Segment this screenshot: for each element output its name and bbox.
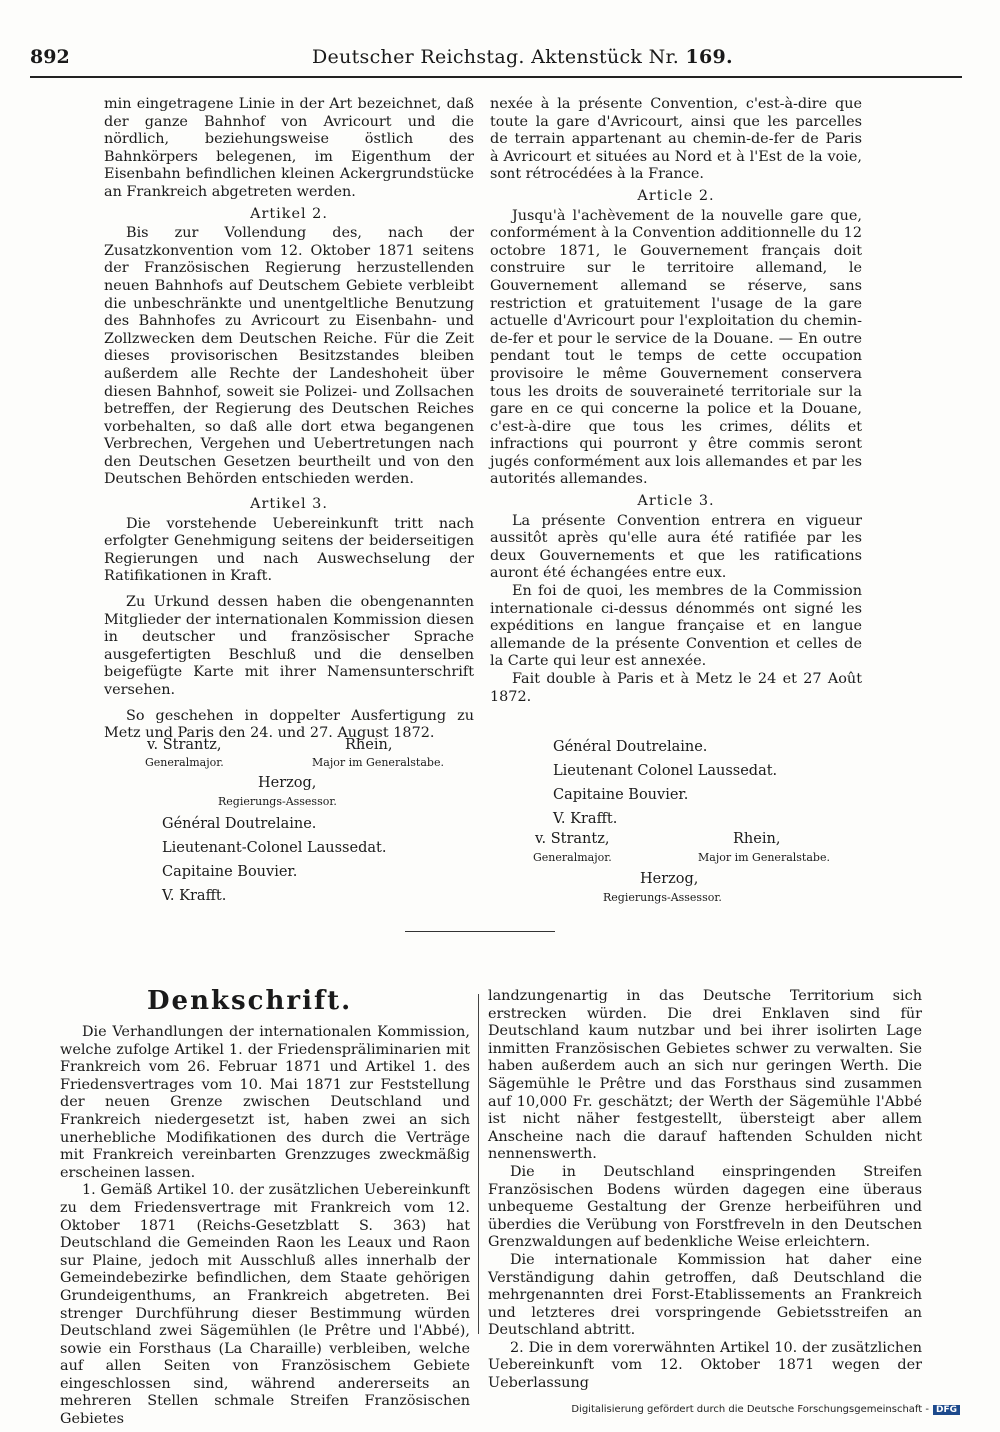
german-paragraph-1: min eingetragene Linie in der Art bezeichnet, daß der ganze Bahnhof von Avricourt und die nördlich, beziehungsweise östlich des Bahnkörpers belegenen, im Eigenthum der Eisenbahn befindlichen kleinen Ackergrundstücke an Frankreich abgetreten werden. (104, 96, 474, 200)
sig-left-strantz: v. Strantz, (147, 737, 222, 753)
french-article-2-text: Jusqu'à l'achèvement de la nouvelle gare que, conformément à la Convention additionnelle du 12 octobre 1871, le Gouvernement français doit construire sur le territoire allemand, le Gouvernement allemand se réserve, sans restriction et gratuitement l'usage de la gare actuelle d'Avricourt pour l'exploitation du chemin-de-fer et pour le service de la Douane. — En outre pendant tout le temps de cette occupation provisoire le même Gouvernement conservera tous les droits de souveraineté territoriale sur la gare en ce qui concerne la police et la Douane, c'est-à-dire que tous les crimes, délits et infractions qui pourront y être commis seront jugés conformément aux lois allemandes et par les autorités allemandes. (490, 207, 862, 488)
sig-right-french-2: Lieutenant Colonel Laussedat. (553, 763, 778, 779)
digitization-footer (571, 1404, 960, 1415)
sig-left-herzog: Herzog, (258, 775, 317, 791)
german-column-article-3 (104, 492, 474, 743)
sig-left-strantz-rank: Generalmajor. (145, 756, 224, 769)
denkschrift-right-paragraph-3: Die internationale Kommission hat daher eine Verständigung dahin getroffen, daß Deutschland die mehrgenannten drei Forst-Etablissements an Frankreich und letzteres drei vorspringende Gebietsstreifen an Deutschland abtritt. (488, 1251, 922, 1339)
sig-left-rhein: Rhein, (345, 737, 393, 753)
french-foi-paragraph: En foi de quoi, les membres de la Commission internationale ci-dessus dénommés ont signé les expéditions en langue française et en langue allemande de la présente Convention et celles de la Carte qui leur est annexée. (490, 583, 862, 670)
sig-right-strantz-rank: Generalmajor. (533, 851, 612, 864)
german-column-top (104, 96, 474, 489)
denkschrift-title: Denkschrift. (147, 986, 353, 1016)
french-article-3-heading: Article 3. (637, 493, 715, 510)
denkschrift-right-paragraph-1: landzungenartig in das Deutsche Territorium sich erstrecken würden. Die drei Enklaven sind für Deutschland kaum nutzbar und bei ihrer isolirten Lage inmitten Französischen Gebietes schwer zu verwalten. Sie haben außerdem auch an sich nur geringen Werth. Die Sägemühle le Prêtre und das Forsthaus sind zusammen auf 10,000 Fr. geschätzt; der Werth der Sägemühle l'Abbé ist nicht näher festgestellt, übersteigt aber allem Anscheine nach die darauf haftenden Schulden nicht nennenswerth. (488, 988, 922, 1163)
french-article-2-heading: Article 2. (637, 187, 715, 204)
sig-right-rhein: Rhein, (733, 831, 781, 847)
denkschrift-left-paragraph-2: 1. Gemäß Artikel 10. der zusätzlichen Uebereinkunft zu dem Friedensvertrage mit Frankreich vom 12. Oktober 1871 (Reichs-Gesetzblatt S. 363) hat Deutschland die Gemeinden Raon les Leaux und Raon sur Plaine, jedoch mit Ausschluß alles innerhalb der Gemeindebezirke befindlichen, dem Staate gehörigen Grundeigenthums, an Frankreich abgetreten. Bei strenger Durchführung dieser Bestimmung würden Deutschland zwei Sägemühlen (le Prêtre und l'Abbé), sowie ein Forsthaus (La Charaille) verbleiben, welche auf allen Seiten von Französischem Gebiete eingeschlossen sind, während andererseits an mehreren Stellen schmale Streifen Französischen Gebietes (60, 1182, 470, 1428)
sig-right-rhein-rank: Major im Generalstabe. (698, 851, 830, 864)
sig-left-herzog-rank: Regierungs-Assessor. (218, 795, 337, 808)
page-number: 892 (30, 46, 70, 68)
french-fait-paragraph: Fait double à Paris et à Metz le 24 et 27 Août 1872. (490, 671, 862, 705)
sig-right-herzog: Herzog, (640, 871, 699, 887)
dfg-logo: DFG (933, 1405, 960, 1415)
running-title-text: Deutscher Reichstag. Aktenstück Nr. (312, 46, 680, 68)
document-number: 169. (685, 46, 733, 68)
sig-left-rhein-rank: Major im Generalstabe. (312, 756, 444, 769)
footer-text: Digitalisierung gefördert durch die Deutsche Forschungsgemeinschaft - (571, 1404, 929, 1415)
denkschrift-right-paragraph-2: Die in Deutschland einspringenden Streifen Französischen Bodens würden dagegen eine überaus unbequeme Gestaltung der Grenze herbeiführen und überdies die Verübung von Forstfreveln in den Deutschen Grenzwaldungen auf bedenkliche Weise erleichtern. (488, 1163, 922, 1251)
sig-right-french-4: V. Krafft. (553, 811, 618, 827)
running-title (312, 46, 733, 68)
denkschrift-left-column (60, 1024, 470, 1429)
denkschrift-right-column (488, 988, 922, 1393)
sig-left-french-1: Général Doutrelaine. (162, 816, 317, 832)
sig-right-strantz: v. Strantz, (535, 831, 610, 847)
french-column-top (490, 96, 862, 706)
german-urkund-paragraph: Zu Urkund dessen haben die obengenannten Mitglieder der internationalen Kommission diesen in deutscher und französischer Sprache ausgefertigten Beschluß und die denselben beigefügte Karte mit ihrer Namensunterschrift versehen. (104, 593, 474, 698)
sig-right-french-1: Général Doutrelaine. (553, 739, 708, 755)
french-paragraph-1: nexée à la présente Convention, c'est-à-dire que toute la gare d'Avricourt, ainsi que les parcelles de terrain appartenant au chemin-de-fer de Paris à Avricourt et situées au Nord et à l'Est de la voie, sont rétrocédées à la France. (490, 96, 862, 183)
sig-left-french-4: V. Krafft. (162, 888, 227, 904)
column-divider (478, 994, 479, 1334)
german-geschehen-paragraph: So geschehen in doppelter Ausfertigung zu Metz und Paris den 24. und 27. August 1872. (104, 707, 474, 742)
sig-right-french-3: Capitaine Bouvier. (553, 787, 689, 803)
german-article-2-heading: Artikel 2. (250, 205, 328, 222)
denkschrift-left-paragraph-1: Die Verhandlungen der internationalen Kommission, welche zufolge Artikel 1. der Friedenspräliminarien mit Frankreich vom 26. Februar 1871 und Artikel 1. des Friedensvertrages vom 10. Mai 1871 zur Feststellung der neuen Grenze zwischen Deutschland und Frankreich niedergesetzt ist, haben zwei an sich unerhebliche Modifikationen des durch die Verträge mit Frankreich vereinbarten Grenzzuges zweckmäßig erscheinen lassen. (60, 1024, 470, 1181)
sig-right-herzog-rank: Regierungs-Assessor. (603, 891, 722, 904)
denkschrift-right-paragraph-4: 2. Die in dem vorerwähnten Artikel 10. der zusätzlichen Uebereinkunft vom 12. Oktober 1871 wegen der Ueberlassung (488, 1339, 922, 1392)
header-rule (30, 76, 962, 78)
french-article-3-text: La présente Convention entrera en vigueur aussitôt après qu'elle aura été ratifiée par les deux Gouvernements et que les ratifications auront été échangées entre eux. (490, 512, 862, 582)
german-article-2-text: Bis zur Vollendung des, nach der Zusatzkonvention vom 12. Oktober 1871 seitens der Französischen Regierung herzustellenden neuen Bahnhofs auf Deutschem Gebiete verbleibt die unbeschränkte und unentgeltliche Benutzung des Bahnhofes zu Avricourt zu Eisenbahn- und Zollzwecken dem Deutschen Reiche. Für die Zeit dieses provisorischen Besitzstandes bleiben außerdem alle Rechte der Landeshoheit über diesen Bahnhof, soweit sie Polizei- und Zollsachen betreffen, der Regierung des Deutschen Reiches vorbehalten, so daß alle dort etwa begangenen Verbrechen, Vergehen und Uebertretungen nach den Deutschen Gesetzen beurtheilt und von den Deutschen Behörden entschieden werden. (104, 225, 474, 488)
sig-left-french-3: Capitaine Bouvier. (162, 864, 298, 880)
section-separator (405, 931, 555, 932)
german-article-3-text: Die vorstehende Uebereinkunft tritt nach erfolgter Genehmigung seitens der beiderseitigen Regierungen und nach Auswechselung der Ratifikationen in Kraft. (104, 515, 474, 585)
sig-left-french-2: Lieutenant-Colonel Laussedat. (162, 840, 387, 856)
german-article-3-heading: Artikel 3. (250, 496, 328, 512)
